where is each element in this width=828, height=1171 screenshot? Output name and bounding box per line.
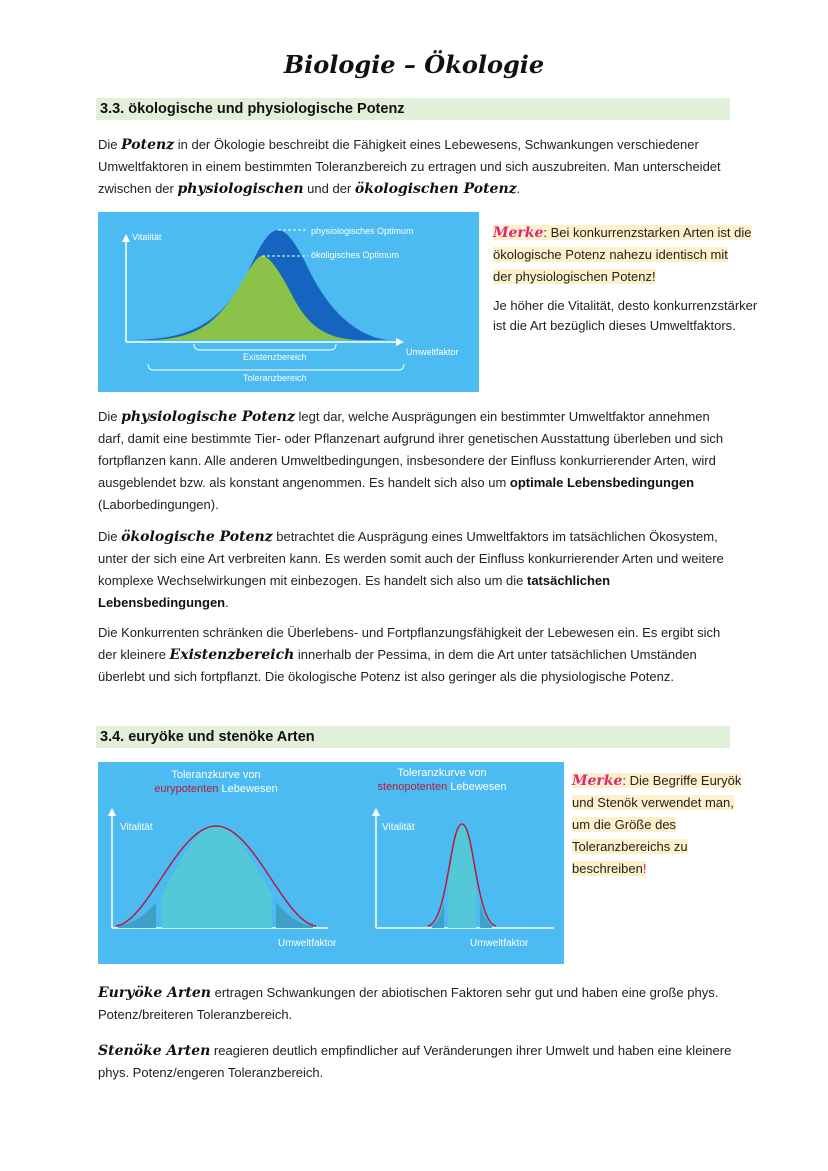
term-stenoeke-arten: Stenöke Arten [98, 1043, 211, 1059]
eury-optimum-area [162, 826, 272, 928]
eury-pessimum-right [276, 902, 313, 928]
eury-title-line1: Toleranzkurve von [171, 769, 261, 781]
existenzbereich-bracket [194, 344, 336, 350]
oeko-optimum-label: ökoligisches Optimum [311, 250, 400, 260]
page-title: Biologie – Ökologie [283, 50, 545, 79]
phys-optimum-label: physiologisches Optimum [311, 226, 414, 236]
existenzbereich-label: Existenzbereich [243, 352, 307, 362]
steno-x-label: Umweltfaktor [470, 938, 529, 949]
eury-y-arrow [108, 808, 116, 816]
toleranzbereich-label: Toleranzbereich [243, 373, 307, 383]
section-heading-3-4: 3.4. euryöke und stenöke Arten [96, 726, 730, 748]
term-potenz: Potenz [121, 137, 175, 153]
merke-note-1: Merke: Bei konkurrenzstarken Arten ist die ökologische Potenz nahezu identisch mit der physiologischen Potenz! Je höher die Vitalität, desto konkurrenzstärker ist die Art bezüglich dieses Umweltfaktors. [493, 222, 763, 336]
eury-y-label: Vitalität [120, 822, 153, 833]
toleranzbereich-bracket [148, 364, 404, 370]
paragraph-oekologische-potenz: Die ökologische Potenz betrachtet die Ausprägung eines Umweltfaktors im tatsächlichen Ökosystem, unter der sich eine Art verbreiten kann. Es werden somit auch der Einfluss konkurrierender Arten und weitere komplexe Wechselwirkungen mit einbezogen. Es handelt sich also um die tatsächlichen Lebensbedingungen. [98, 529, 724, 610]
paragraph-stenoek: Stenöke Arten reagieren deutlich empfindlicher auf Veränderungen ihrer Umwelt und haben eine kleinere phys. Potenz/engeren Toleranzbereich. [98, 1043, 732, 1080]
merke-label: Merke [493, 225, 544, 241]
term-oekologischen-potenz: ökologischen Potenz [354, 181, 517, 197]
x-axis-arrow [396, 338, 404, 346]
paragraph-konkurrenten: Die Konkurrenten schränken die Überlebens- und Fortpflanzungsfähigkeit der Lebewesen ein. Es ergibt sich der kleinere Existenzbereich innerhalb der Pessima, in dem die Art unter tatsächlichen Umständen überlebt und sich fortpflanzt. Die ökologische Potenz ist also geringer als die physiologische Potenz. [98, 625, 721, 684]
merke-note-2: Merke: Die Begriffe Euryök und Stenök verwendet man, um die Größe des Toleranzbereichs zu beschreiben! [572, 773, 742, 876]
term-physiologischen: physiologischen [177, 181, 304, 197]
x-axis-label: Umweltfaktor [406, 347, 459, 357]
term-euryoeke-arten: Euryöke Arten [98, 985, 211, 1001]
potenz-chart [98, 212, 479, 392]
paragraph-physiologische-potenz: Die physiologische Potenz legt dar, welche Ausprägungen ein bestimmter Umweltfaktor annehmen darf, damit eine bestimmte Tier- oder Pflanzenart aufgrund ihrer genetischen Ausstattung überleben und sich fortpflanzen kann. Alle anderen Umweltbedingungen, insbesondere der Einfluss konkurrierender Arten, wird ausgeblendet bzw. als konstant angenommen. Es handelt sich also um optimale Lebensbedingungen (Laborbedingungen). [98, 409, 724, 512]
steno-title-line2: stenopotenten Lebewesen [377, 781, 507, 793]
eury-x-label: Umweltfaktor [278, 938, 337, 949]
eury-title-line2: eurypotenten Lebewesen [154, 783, 278, 795]
steno-title-line1: Toleranzkurve von [397, 767, 487, 779]
steno-y-arrow [372, 808, 380, 816]
intro-paragraph: Die Potenz in der Ökologie beschreibt die Fähigkeit eines Lebewesens, Schwankungen verschiedener Umweltfaktoren in einem bestimmten Toleranzbereich zu ertragen und sich auszubreiten. Man unterscheidet zwischen der physiologischen und der ökologischen Potenz. [98, 137, 721, 197]
steno-optimum-area [448, 824, 476, 928]
toleranzkurven-chart [98, 762, 564, 964]
steno-y-label: Vitalität [382, 822, 415, 833]
y-axis-arrow [122, 234, 130, 242]
paragraph-euryoek: Euryöke Arten ertragen Schwankungen der abiotischen Faktoren sehr gut und haben eine große phys. Potenz/breiteren Toleranzbereich. [98, 985, 719, 1022]
y-axis-label: Vitalität [132, 232, 162, 242]
section-heading-3-3: 3.3. ökologische und physiologische Potenz [96, 98, 730, 120]
toleranzkurven-svg [98, 762, 564, 964]
potenz-chart-svg [98, 212, 479, 392]
vitalitaet-note: Je höher die Vitalität, desto konkurrenzstärker ist die Art bezüglich dieses Umweltfaktors. [493, 298, 758, 333]
